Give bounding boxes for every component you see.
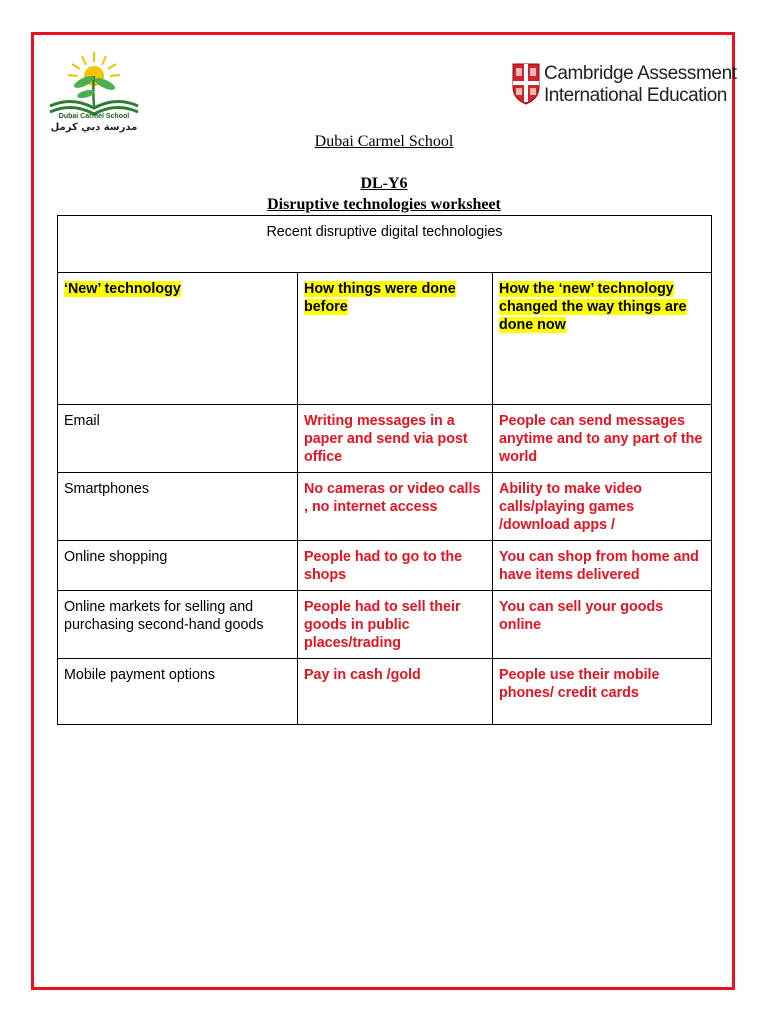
before-cell: No cameras or video calls , no internet access (298, 473, 493, 541)
table-row (58, 473, 712, 541)
before-cell: Writing messages in a paper and send via post office (298, 405, 493, 473)
header-cell (58, 273, 298, 405)
table-caption (58, 216, 712, 273)
school-logo-arabic-text: مدرسة دبي كرمل (50, 122, 138, 133)
now-cell: Ability to make video calls/playing games /download apps / (493, 473, 712, 541)
header-now: How the ‘new’ technology changed the way things are done now (499, 281, 687, 333)
now-cell: You can shop from home and have items delivered (493, 541, 712, 591)
cambridge-logo (512, 63, 737, 111)
tech-cell: Online shopping (58, 541, 298, 591)
before-cell: People had to go to the shops (298, 541, 493, 591)
worksheet-title: Disruptive technologies worksheet (267, 196, 501, 213)
cambridge-subname: International Education (544, 85, 727, 106)
table-row (58, 659, 712, 725)
table-row (58, 541, 712, 591)
tech-cell: Online markets for selling and purchasing second-hand goods (58, 591, 298, 659)
caption-row (58, 216, 712, 273)
now-cell: People use their mobile phones/ credit cards (493, 659, 712, 725)
cambridge-name: Cambridge Assessment (544, 63, 737, 84)
cambridge-shield-icon (512, 63, 540, 105)
before-cell: People had to sell their goods in public places/trading (298, 591, 493, 659)
tech-cell: Email (58, 405, 298, 473)
header-cell (493, 273, 712, 405)
header-row (58, 273, 712, 405)
table-row (58, 405, 712, 473)
table-row (58, 591, 712, 659)
school-title: Dubai Carmel School (314, 133, 454, 150)
tech-cell: Smartphones (58, 473, 298, 541)
school-logo-text: Dubai Carmel School (58, 113, 130, 120)
tech-cell: Mobile payment options (58, 659, 298, 725)
worksheet-table (57, 215, 712, 725)
now-cell: You can sell your goods online (493, 591, 712, 659)
now-cell: People can send messages anytime and to any part of the world (493, 405, 712, 473)
worksheet-code: DL-Y6 (360, 175, 408, 192)
header-new-technology: ‘New’ technology (64, 281, 181, 297)
before-cell: Pay in cash /gold (298, 659, 493, 725)
header-cell (298, 273, 493, 405)
table-caption-text: Recent disruptive digital technologies (266, 224, 503, 240)
header-before: How things were done before (304, 281, 456, 315)
